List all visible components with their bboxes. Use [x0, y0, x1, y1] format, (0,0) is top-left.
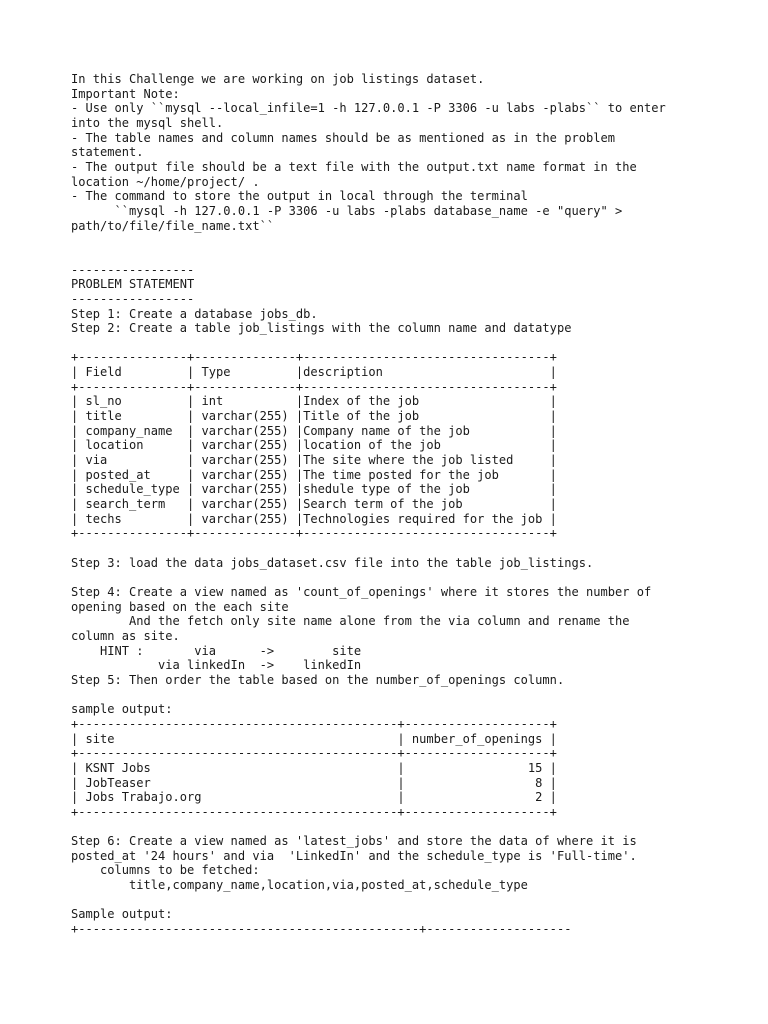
document-line: posted_at '24 hours' and via 'LinkedIn' and the schedule_type is 'Full-time'. — [71, 848, 637, 863]
document-line: path/to/file/file_name.txt`` — [71, 218, 275, 233]
document-line: ----------------- — [71, 291, 195, 306]
document-line: statement. — [71, 145, 144, 160]
document-line: column as site. — [71, 628, 180, 643]
document-line: HINT : via -> site — [71, 643, 362, 658]
document-line: Sample output: — [71, 907, 173, 922]
document-line: Step 3: load the data jobs_dataset.csv file into the table job_listings. — [71, 555, 594, 570]
document-line: Important Note: — [71, 86, 180, 101]
document-text — [71, 72, 666, 937]
document-line: | posted_at | varchar(255) |The time posted for the job | — [71, 467, 557, 482]
document-line: columns to be fetched: — [71, 863, 260, 878]
document-line: - Use only ``mysql --local_infile=1 -h 127.0.0.1 -P 3306 -u labs -plabs`` to enter — [71, 101, 666, 116]
document-line: | sl_no | int |Index of the job | — [71, 394, 557, 409]
document-line: | site | number_of_openings | — [71, 731, 557, 746]
document-line: +--------------------------------------------+--------------------+ — [71, 746, 557, 761]
document-line: +---------------+--------------+----------------------------------+ — [71, 379, 557, 394]
document-line: | Field | Type |description | — [71, 365, 557, 380]
document-line: | title | varchar(255) |Title of the job | — [71, 409, 557, 424]
document-line: ----------------- — [71, 262, 195, 277]
document-line: | company_name | varchar(255) |Company name of the job | — [71, 423, 557, 438]
document-line: In this Challenge we are working on job listings dataset. — [71, 72, 485, 86]
document-line: +-----------------------------------------------+-------------------- — [71, 922, 572, 937]
document-line: Step 2: Create a table job_listings with the column name and datatype — [71, 321, 572, 336]
document-line: PROBLEM STATEMENT — [71, 277, 195, 292]
document-line: +--------------------------------------------+--------------------+ — [71, 804, 557, 819]
document-line: | via | varchar(255) |The site where the job listed | — [71, 453, 557, 468]
document-line: location ~/home/project/ . — [71, 174, 260, 189]
document-line: via linkedIn -> linkedIn — [71, 658, 362, 673]
document-line: +---------------+--------------+----------------------------------+ — [71, 526, 557, 541]
document-line: | techs | varchar(255) |Technologies required for the job | — [71, 511, 557, 526]
document-line: | search_term | varchar(255) |Search term of the job | — [71, 497, 557, 512]
document-line: Step 1: Create a database jobs_db. — [71, 306, 318, 321]
document-line: | location | varchar(255) |location of the job | — [71, 438, 557, 453]
document-line: opening based on the each site — [71, 599, 289, 614]
document-line: into the mysql shell. — [71, 115, 224, 130]
document-line: - The table names and column names should be as mentioned as in the problem — [71, 130, 615, 145]
document-line: - The output file should be a text file with the output.txt name format in the — [71, 159, 637, 174]
document-line: Step 6: Create a view named as 'latest_jobs' and store the data of where it is — [71, 834, 637, 849]
document-line: | Jobs Trabajo.org | 2 | — [71, 790, 557, 805]
document-line: Step 5: Then order the table based on the number_of_openings column. — [71, 672, 565, 687]
document-line: +---------------+--------------+----------------------------------+ — [71, 350, 557, 365]
document-line: sample output: — [71, 702, 173, 717]
document-line: And the fetch only site name alone from the via column and rename the — [71, 614, 630, 629]
document-line: | KSNT Jobs | 15 | — [71, 760, 557, 775]
document-line: - The command to store the output in local through the terminal — [71, 189, 528, 204]
document-line: title,company_name,location,via,posted_at,schedule_type — [71, 878, 528, 893]
document-line: Step 4: Create a view named as 'count_of_openings' where it stores the number of — [71, 584, 652, 599]
document-line: | schedule_type | varchar(255) |shedule type of the job | — [71, 482, 557, 497]
document-line: +--------------------------------------------+--------------------+ — [71, 716, 557, 731]
document-line: | JobTeaser | 8 | — [71, 775, 557, 790]
document-line: ``mysql -h 127.0.0.1 -P 3306 -u labs -plabs database_name -e "query" > — [71, 203, 623, 218]
